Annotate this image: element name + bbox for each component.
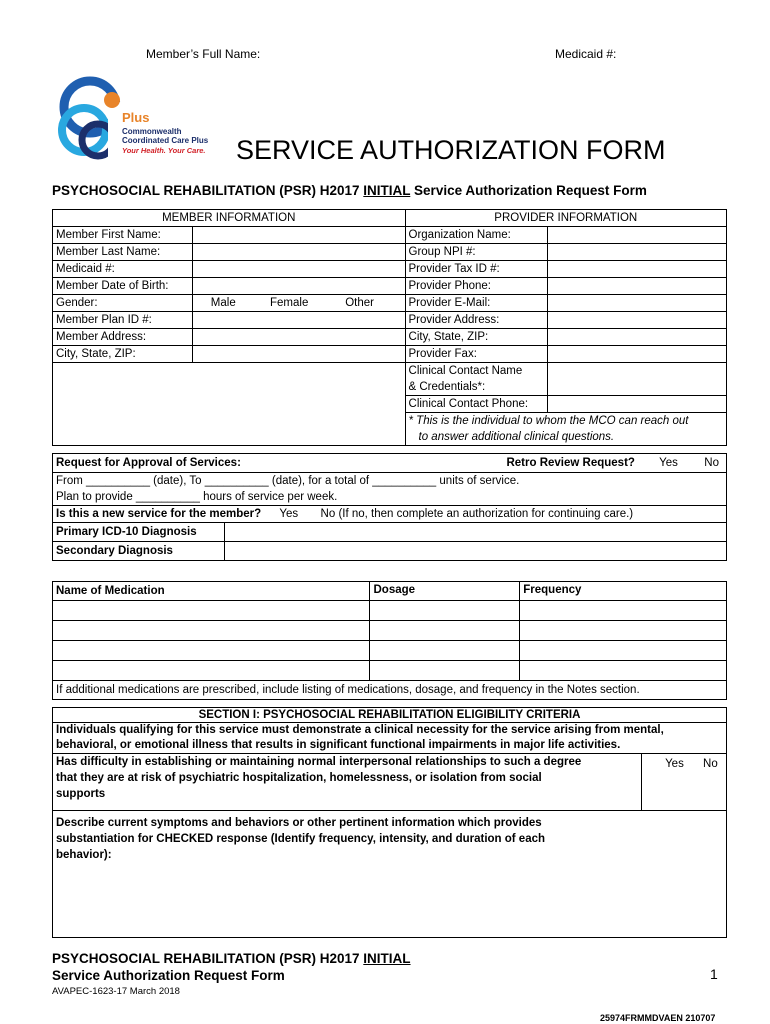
page-number: 1 — [710, 966, 718, 982]
retro-yes-option[interactable]: Yes — [659, 457, 678, 469]
group-npi-label: Group NPI #: — [405, 244, 548, 261]
medicaid-label: Medicaid #: — [555, 47, 617, 61]
logo — [50, 72, 230, 172]
member-city-label: City, State, ZIP: — [53, 346, 193, 363]
provider-phone-label: Provider Phone: — [405, 278, 548, 295]
med-row-3-name[interactable] — [53, 641, 370, 661]
gender-female-option[interactable]: Female — [270, 297, 309, 309]
member-info-header: MEMBER INFORMATION — [53, 210, 406, 227]
section1-criterion: Has difficulty in establishing or maintaining normal interpersonal relationships to such a degree that they are at risk of psychiatric hospitalization, homelessness, or isolation from social supports — [53, 754, 642, 811]
new-service-row: Is this a new service for the member? Yes No (If no, then complete an authorization for continuing care.) — [53, 506, 727, 523]
criterion-no-option[interactable]: No — [703, 758, 718, 770]
med-name-header: Name of Medication — [53, 582, 370, 601]
logo-line2: Coordinated Care Plus — [122, 136, 209, 145]
footer-line2: Service Authorization Request Form — [52, 968, 285, 983]
med-row-1-dosage[interactable] — [370, 601, 520, 621]
member-plan-id-field[interactable] — [192, 312, 405, 329]
member-dob-field[interactable] — [192, 278, 405, 295]
clinical-phone-label: Clinical Contact Phone: — [405, 396, 548, 413]
gender-label: Gender: — [53, 295, 193, 312]
service-dates-row — [53, 473, 727, 506]
org-name-field[interactable] — [548, 227, 727, 244]
member-plan-id-label: Member Plan ID #: — [53, 312, 193, 329]
provider-address-label: Provider Address: — [405, 312, 548, 329]
footer-form-id: AVAPEC-1623-17 March 2018 — [52, 986, 180, 997]
med-row-1-name[interactable] — [53, 601, 370, 621]
medication-table — [52, 581, 727, 700]
medication-note: If additional medications are prescribed, include listing of medications, dosage, and frequency in the Notes section. — [53, 681, 727, 700]
service-hours-line[interactable]: Plan to provide __________ hours of service per week. — [56, 491, 338, 503]
med-row-4-frequency[interactable] — [520, 661, 727, 681]
med-row-2-dosage[interactable] — [370, 621, 520, 641]
member-address-field[interactable] — [192, 329, 405, 346]
clinical-contact-field[interactable] — [548, 363, 727, 396]
member-empty-area — [53, 363, 406, 446]
med-row-4-dosage[interactable] — [370, 661, 520, 681]
member-dob-label: Member Date of Birth: — [53, 278, 193, 295]
member-last-name-label: Member Last Name: — [53, 244, 193, 261]
med-row-4-name[interactable] — [53, 661, 370, 681]
provider-fax-label: Provider Fax: — [405, 346, 548, 363]
criterion-yes-no — [642, 754, 727, 811]
secondary-dx-field[interactable] — [224, 542, 726, 561]
clinical-contact-label: Clinical Contact Name & Credentials*: — [405, 363, 548, 396]
member-medicaid-label: Medicaid #: — [53, 261, 193, 278]
new-service-no[interactable]: No (If no, then complete an authorization for continuing care.) — [320, 508, 634, 520]
provider-phone-field[interactable] — [548, 278, 727, 295]
gender-options — [192, 295, 405, 312]
provider-city-label: City, State, ZIP: — [405, 329, 548, 346]
member-last-name-field[interactable] — [192, 244, 405, 261]
provider-info-header: PROVIDER INFORMATION — [405, 210, 726, 227]
med-frequency-header: Frequency — [520, 582, 727, 601]
logo-tagline: Your Health. Your Care. — [122, 146, 206, 155]
primary-dx-label: Primary ICD-10 Diagnosis — [53, 523, 225, 542]
secondary-dx-label: Secondary Diagnosis — [53, 542, 225, 561]
new-service-yes[interactable]: Yes — [279, 508, 299, 520]
section1-intro: Individuals qualifying for this service must demonstrate a clinical necessity for the service arising from mental, behavioral, or emotional illness that results in significant functional impairments in major life activities. — [53, 723, 727, 754]
med-row-2-frequency[interactable] — [520, 621, 727, 641]
form-title: SERVICE AUTHORIZATION FORM — [236, 135, 666, 165]
member-first-name-label: Member First Name: — [53, 227, 193, 244]
section1-table — [52, 707, 727, 938]
group-npi-field[interactable] — [548, 244, 727, 261]
footer-line1: PSYCHOSOCIAL REHABILITATION (PSR) H2017 INITIAL — [52, 951, 411, 966]
org-name-label: Organization Name: — [405, 227, 548, 244]
member-provider-table — [52, 209, 727, 446]
member-full-name-label: Member’s Full Name: — [146, 47, 261, 61]
retro-no-option[interactable]: No — [704, 457, 719, 469]
clinical-phone-field[interactable] — [548, 396, 727, 413]
provider-address-field[interactable] — [548, 312, 727, 329]
med-row-3-frequency[interactable] — [520, 641, 727, 661]
gender-other-option[interactable]: Other — [345, 297, 374, 309]
provider-email-label: Provider E-Mail: — [405, 295, 548, 312]
provider-email-field[interactable] — [548, 295, 727, 312]
request-approval-row: Request for Approval of Services: Retro Review Request? Yes No — [53, 454, 727, 473]
provider-city-field[interactable] — [548, 329, 727, 346]
member-medicaid-field[interactable] — [192, 261, 405, 278]
member-first-name-field[interactable] — [192, 227, 405, 244]
gender-male-option[interactable]: Male — [210, 297, 236, 309]
med-row-2-name[interactable] — [53, 621, 370, 641]
med-dosage-header: Dosage — [370, 582, 520, 601]
med-row-3-dosage[interactable] — [370, 641, 520, 661]
primary-dx-field[interactable] — [224, 523, 726, 542]
section1-title: SECTION I: PSYCHOSOCIAL REHABILITATION ELIGIBILITY CRITERIA — [53, 708, 727, 723]
tax-id-field[interactable] — [548, 261, 727, 278]
member-city-field[interactable] — [192, 346, 405, 363]
logo-plus: Plus — [122, 110, 150, 125]
form-subtitle: PSYCHOSOCIAL REHABILITATION (PSR) H2017 INITIAL Service Authorization Request Form — [52, 183, 647, 198]
retro-review-label: Retro Review Request? — [506, 457, 635, 469]
tax-id-label: Provider Tax ID #: — [405, 261, 548, 278]
provider-fax-field[interactable] — [548, 346, 727, 363]
logo-line1: Commonwealth — [122, 127, 182, 136]
member-address-label: Member Address: — [53, 329, 193, 346]
request-table — [52, 453, 727, 561]
describe-symptoms-box[interactable]: Describe current symptoms and behaviors or other pertinent information which provides substantiation for CHECKED response (Identify frequency, intensity, and duration of each behavior): — [53, 811, 727, 938]
med-row-1-frequency[interactable] — [520, 601, 727, 621]
clinical-footnote: * This is the individual to whom the MCO can reach out to answer additional clinical questions. — [405, 413, 726, 446]
service-dates-line[interactable]: From __________ (date), To __________ (date), for a total of __________ units of service. — [56, 475, 520, 487]
criterion-yes-option[interactable]: Yes — [665, 758, 684, 770]
doc-code: 25974FRMMDVAEN 210707 — [600, 1013, 716, 1023]
